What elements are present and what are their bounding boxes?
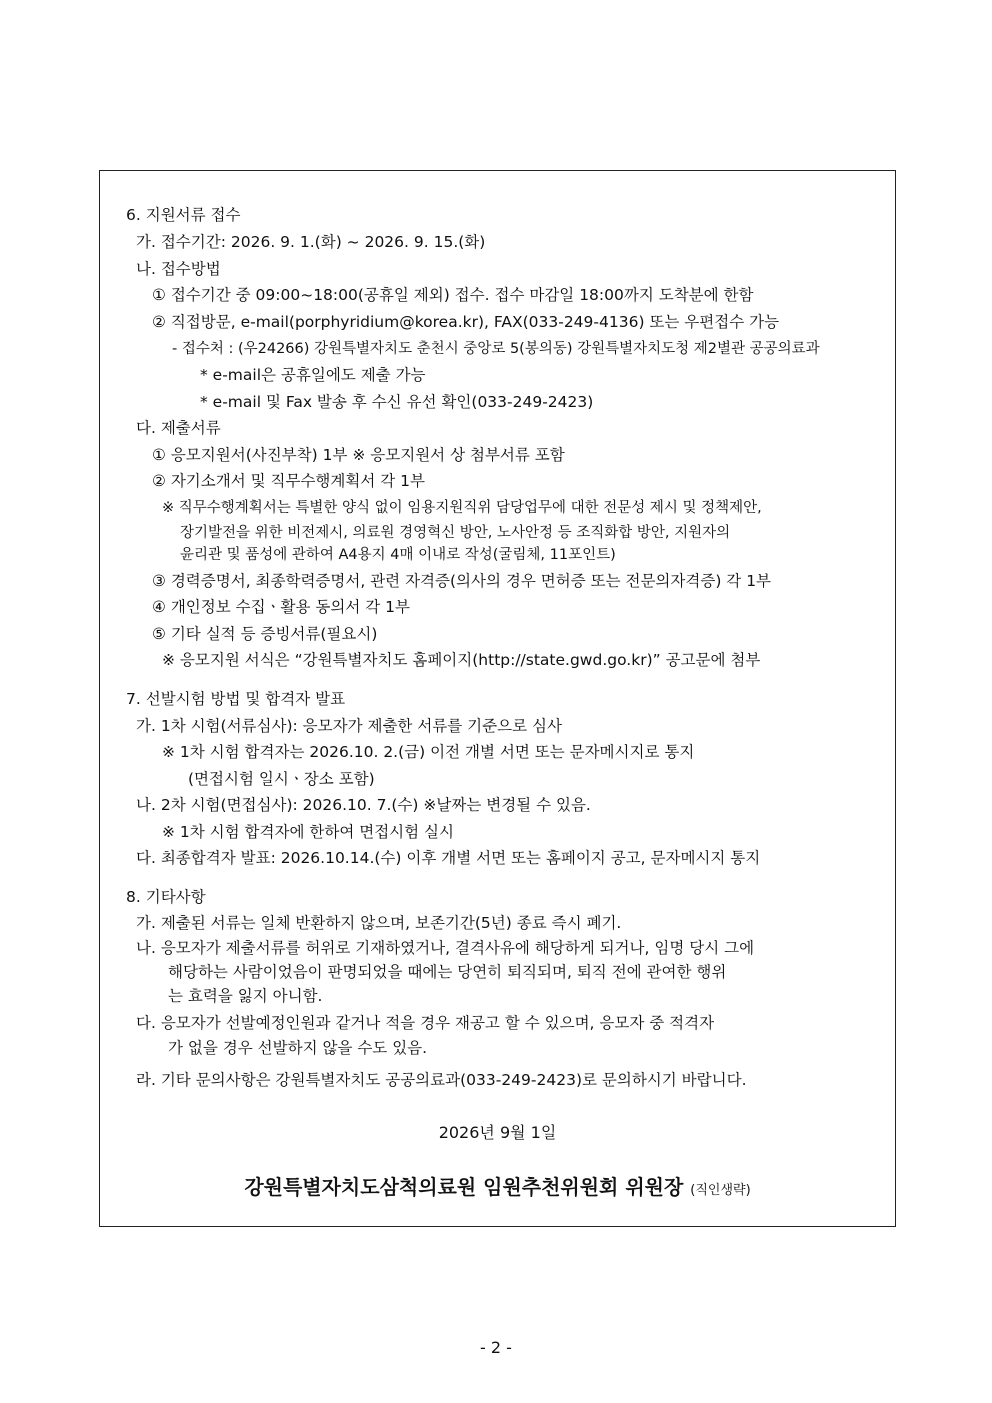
item-6-da-2-note-l1: ※ 직무수행계획서는 특별한 양식 없이 임용지원직위 담당업무에 대한 전문성 제시 및 정책제안, xyxy=(162,500,762,516)
item-8-ga: 가. 제출된 서류는 일체 반환하지 않으며, 보존기간(5년) 종료 즉시 폐기. xyxy=(136,914,622,932)
signature-line xyxy=(100,1171,895,1200)
notice-box xyxy=(99,170,896,1227)
item-7-ga: 가. 1차 시험(서류심사): 응모자가 제출한 서류를 기준으로 심사 xyxy=(136,717,562,735)
item-6-da: 다. 제출서류 xyxy=(136,419,221,437)
item-6-na-note-2: * e-mail 및 Fax 발송 후 수신 유선 확인(033-249-2423) xyxy=(200,393,594,411)
item-6-na-2: ② 직접방문, e-mail(porphyridium@korea.kr), FAX(033-249-4136) 또는 우편접수 가능 xyxy=(152,313,780,331)
item-8-na-l1: 나. 응모자가 제출서류를 허위로 기재하였거나, 결격사유에 해당하게 되거나, 임명 당시 그에 xyxy=(136,939,755,957)
item-6-da-4: ④ 개인정보 수집ㆍ활용 동의서 각 1부 xyxy=(152,598,411,616)
item-6-da-2-note-l2: 장기발전을 위한 비전제시, 의료원 경영혁신 방안, 노사안정 등 조직화합 방안, 지원자의 xyxy=(180,525,731,541)
item-6-na-address: - 접수처 : (우24266) 강원특별자치도 춘천시 중앙로 5(봉의동) 강원특별자치도청 제2별관 공공의료과 xyxy=(172,341,820,357)
item-7-da: 다. 최종합격자 발표: 2026.10.14.(수) 이후 개별 서면 또는 홈페이지 공고, 문자메시지 통지 xyxy=(136,849,761,867)
item-7-ga-note: ※ 1차 시험 합격자는 2026.10. 2.(금) 이전 개별 서면 또는 문자메시지로 통지 xyxy=(162,743,695,761)
item-6-ga: 가. 접수기간: 2026. 9. 1.(화) ~ 2026. 9. 15.(화) xyxy=(136,233,486,251)
section-6-heading: 6. 지원서류 접수 xyxy=(126,206,241,224)
seal-omitted-note: (직인생략) xyxy=(690,1183,751,1198)
item-6-da-5: ⑤ 기타 실적 등 증빙서류(필요시) xyxy=(152,625,378,643)
section-8-heading: 8. 기타사항 xyxy=(126,888,206,906)
item-8-na-l2: 해당하는 사람이었음이 판명되었을 때에는 당연히 퇴직되며, 퇴직 전에 관여한 행위 xyxy=(168,963,727,981)
item-6-na: 나. 접수방법 xyxy=(136,260,221,278)
item-8-na-l3: 는 효력을 잃지 아니함. xyxy=(168,987,323,1005)
item-6-na-1: ① 접수기간 중 09:00~18:00(공휴일 제외) 접수. 접수 마감일 18:00까지 도착분에 한함 xyxy=(152,286,754,304)
notice-date: 2026년 9월 1일 xyxy=(438,1123,557,1142)
item-8-ra: 라. 기타 문의사항은 강원특별자치도 공공의료과(033-249-2423)로 문의하시기 바랍니다. xyxy=(136,1071,747,1089)
item-6-da-form-note: ※ 응모지원 서식은 “강원특별자치도 홈페이지(http://state.gwd.go.kr)” 공고문에 첨부 xyxy=(162,651,761,669)
item-6-da-2-note-l3: 윤리관 및 품성에 관하여 A4용지 4매 이내로 작성(굴림체, 11포인트) xyxy=(180,547,616,563)
signature-title: 강원특별자치도삼척의료원 임원추천위원회 위원장 xyxy=(244,1175,684,1199)
item-7-na-note: ※ 1차 시험 합격자에 한하여 면접시험 실시 xyxy=(162,823,454,841)
item-6-da-2: ② 자기소개서 및 직무수행계획서 각 1부 xyxy=(152,472,425,490)
section-7-heading: 7. 선발시험 방법 및 합격자 발표 xyxy=(126,690,346,708)
item-6-da-1: ① 응모지원서(사진부착) 1부 ※ 응모지원서 상 첨부서류 포함 xyxy=(152,446,565,464)
item-7-ga-note-cont: (면접시험 일시ㆍ장소 포함) xyxy=(188,770,375,788)
item-8-da-l2: 가 없을 경우 선발하지 않을 수도 있음. xyxy=(168,1039,428,1057)
item-8-da-l1: 다. 응모자가 선발예정인원과 같거나 적을 경우 재공고 할 수 있으며, 응모자 중 적격자 xyxy=(136,1014,715,1032)
item-7-na: 나. 2차 시험(면접심사): 2026.10. 7.(수) ※날짜는 변경될 수 있음. xyxy=(136,796,591,814)
item-6-da-3: ③ 경력증명서, 최종학력증명서, 관련 자격증(의사의 경우 면허증 또는 전문의자격증) 각 1부 xyxy=(152,572,772,590)
item-6-na-note-1: * e-mail은 공휴일에도 제출 가능 xyxy=(200,366,426,384)
page-number: - 2 - xyxy=(480,1338,512,1357)
